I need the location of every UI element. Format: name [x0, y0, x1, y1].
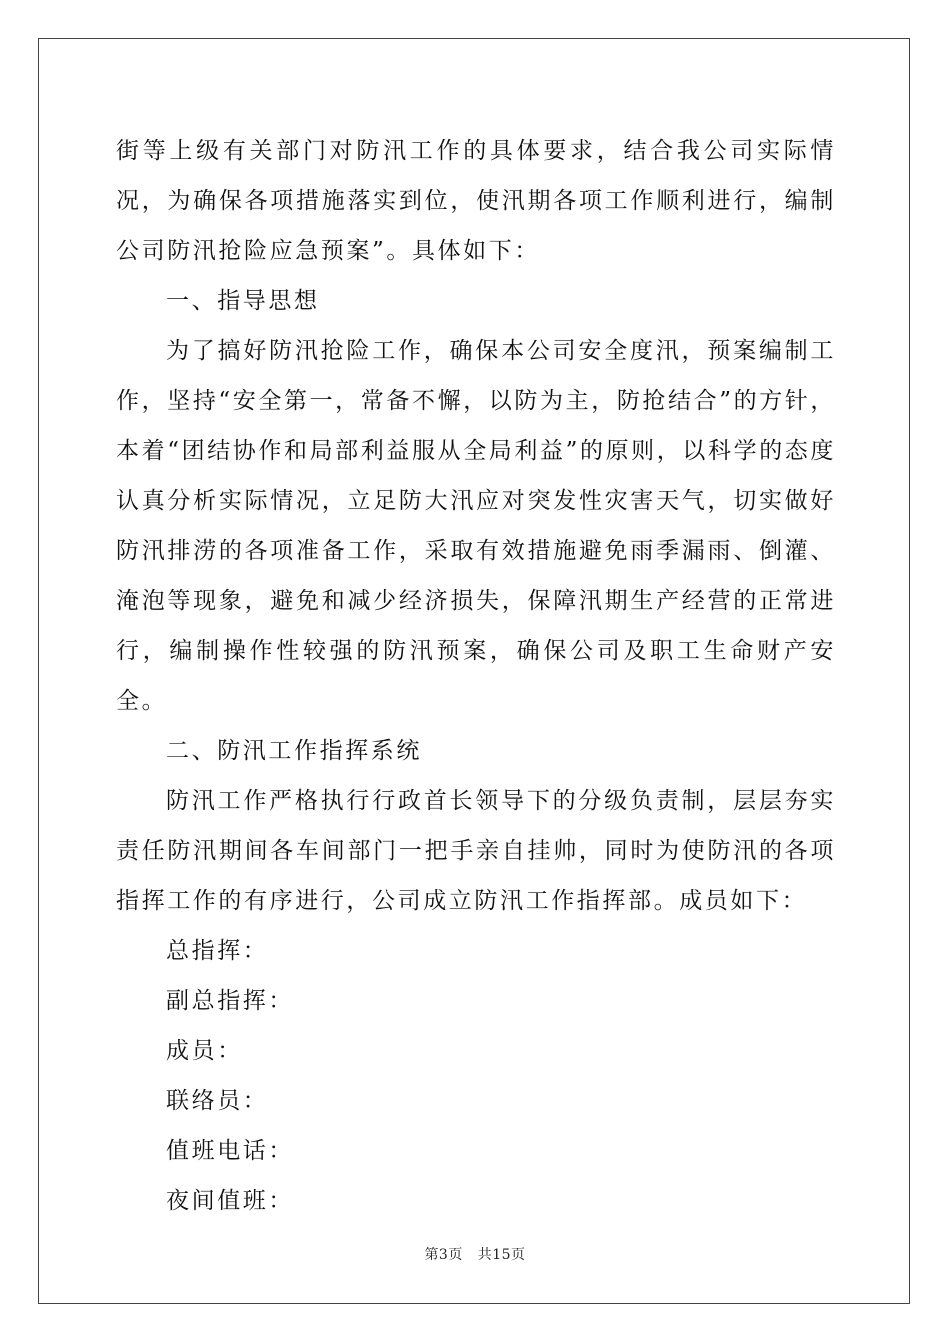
page-number: 第3页 [424, 1247, 463, 1263]
heading-guiding-thought: 一、指导思想 [166, 288, 320, 314]
page-footer [0, 1244, 950, 1264]
paragraph-intro: 街等上级有关部门对防汛工作的具体要求，结合我公司实际情况，为确保各项措施落实到位，使汛期各项工作顺利进行，编制公司防汛抢险应急预案”。具体如下： [116, 138, 836, 264]
field-deputy-commander: 副总指挥： [166, 988, 294, 1014]
field-duty-phone: 值班电话： [166, 1138, 294, 1164]
field-members: 成员： [166, 1038, 243, 1064]
heading-command-system: 二、防汛工作指挥系统 [166, 738, 422, 764]
page-total: 共15页 [477, 1247, 526, 1263]
paragraph-command-system: 防汛工作严格执行行政首长领导下的分级负责制，层层夯实责任防汛期间各车间部门一把手亲自挂帅，同时为使防汛的各项指挥工作的有序进行，公司成立防汛工作指挥部。成员如下： [116, 788, 836, 914]
field-night-duty: 夜间值班： [166, 1188, 294, 1214]
paragraph-guiding-thought: 为了搞好防汛抢险工作，确保本公司安全度汛，预案编制工作，坚持“安全第一，常备不懈，以防为主，防抢结合”的方针，本着“团结协作和局部利益服从全局利益”的原则，以科学的态度认真分析实际情况，立足防大汛应对突发性灾害天气，切实做好防汛排涝的各项准备工作，采取有效措施避免雨季漏雨、倒灌、淹泡等现象，避免和减少经济损失，保障汛期生产经营的正常进行，编制操作性较强的防汛预案，确保公司及职工生命财产安全。 [116, 338, 836, 714]
field-liaison: 联络员： [166, 1088, 269, 1114]
field-commander: 总指挥： [166, 938, 269, 964]
document-body [116, 126, 836, 1226]
